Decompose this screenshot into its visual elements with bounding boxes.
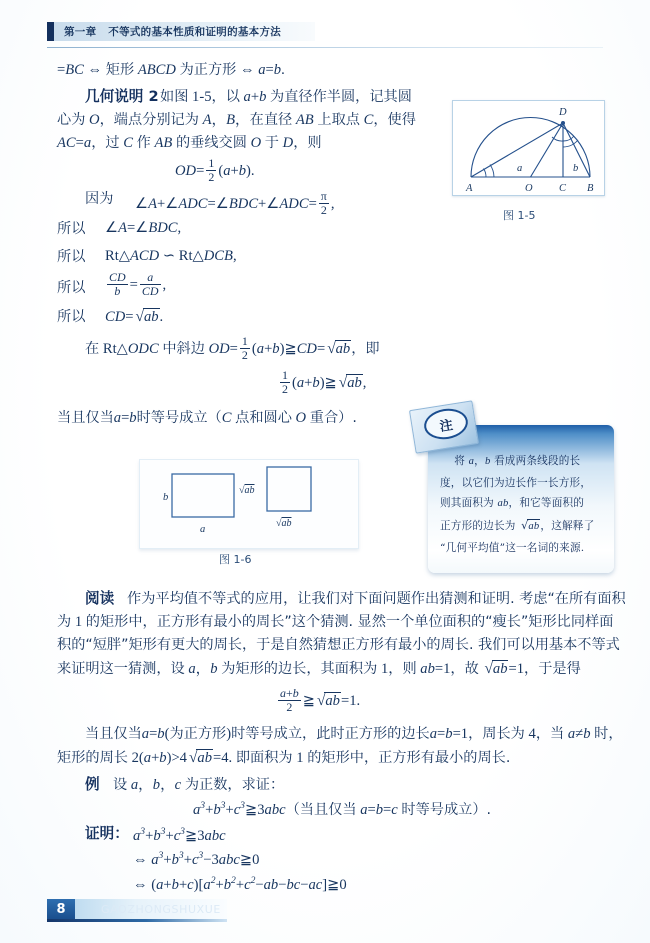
figure-1-6-label-sqrt-ab-bottom: √ab <box>276 518 292 529</box>
proof-line-0: $a^3+b^3+c^3≧3abc$ <box>133 826 226 844</box>
so-line-1: ∠A=∠BDC, <box>105 220 182 236</box>
reading-line-3: 积的“短胖”矩形有更大的周长，于是自然猜想正方形有最小的周长. 我们可以用基本不等式 <box>57 637 620 653</box>
because-equation: ∠A+∠ADC=∠BDC+∠ADC= $\frac{\pi}{2}$ , <box>135 188 335 217</box>
geo-explain-2-line3: AC=a，过 C 作 AB 的垂线交圆 O 于 D，则 <box>57 135 322 151</box>
line-continuation: =BC ⇔ 矩形 ABCD 为正方形 ⇔ a=b. <box>57 62 285 78</box>
header-accent-bar <box>47 22 54 41</box>
figure-1-5-label-a: a <box>517 163 523 174</box>
figure-1-6-drawing <box>140 460 358 548</box>
figure-1-6-caption: 图 1-6 <box>219 553 252 566</box>
so-label-2: 所以 <box>57 249 86 265</box>
page-number-box <box>47 899 75 919</box>
geo-explain-2-label: 几何说明 2 <box>85 88 159 105</box>
so-line-3: $\frac{CD}{b}$ = $\frac{a}{CD}$ , <box>109 269 167 298</box>
figure-1-5-drawing <box>453 101 604 195</box>
page-footer <box>47 899 227 921</box>
geo-explain-2-line2: 心为 O，端点分别记为 A，B，在直径 AB 上取点 C，使得 <box>57 112 416 128</box>
reading-line-4: 来证明这一猜测，设 a，b 为矩形的边长，其面积为 1，则 ab=1，故 √ab=1，于是得 <box>57 660 581 677</box>
figure-1-5-label-A: A <box>466 183 473 194</box>
figure-1-5-label-C: C <box>559 183 567 194</box>
so-line-2: Rt△ACD ∽ Rt△DCB, <box>105 248 237 264</box>
note-tab-label: 注 <box>438 417 454 435</box>
example-label: 例 <box>85 776 100 793</box>
reading-label: 阅读 <box>85 590 115 607</box>
header-rule <box>47 47 603 48</box>
proof-line-1: ⇔ $a^3+b^3+c^3-3abc≧0$ <box>133 850 260 868</box>
header-chapter-label: 第一章 不等式的基本性质和证明的基本方法 <box>64 26 282 38</box>
footer-band <box>75 899 227 919</box>
note-line-4: 正方形的边长为 √ab，这解释了 <box>440 518 595 532</box>
reading-line-5: 当且仅当a=b(为正方形)时等号成立，此时正方形的边长a=b=1，周长为 4，当 a≠b 时， <box>85 726 623 742</box>
figure-1-5-caption: 图 1-5 <box>503 209 536 222</box>
reading-line-1: 作为平均值不等式的应用，让我们对下面问题作出猜测和证明. 考虑“在所有面积 <box>127 591 626 607</box>
display-inequality: $\frac{1}{2}$ (a+b)≧ √ab, <box>282 367 367 396</box>
figure-1-6-label-b: b <box>163 492 169 503</box>
note-line-5: “几何平均值”这一名词的来源. <box>440 541 585 554</box>
figure-1-6-label-sqrt-ab-left: √ab <box>239 485 255 496</box>
so-line-4: CD= √ab. <box>105 308 164 325</box>
figure-1-5 <box>452 100 605 196</box>
rt-odc-line: 在 Rt△ODC 中斜边 OD= $\frac{1}{2}$ (a+b)≧CD= √ab，即 <box>85 333 380 362</box>
footer-watermark: GAOZHONGSHUXUE <box>101 902 221 916</box>
example-display: $a^3+b^3+c^3≧3abc$（当且仅当 a=b=c 时等号成立）. <box>193 800 492 818</box>
reading-line-2: 为 1 的矩形中，正方形有最小的周长”这个猜测. 显然一个单位面积的“瘦长”矩形比同样面 <box>57 614 614 630</box>
note-line-1: 将 a，b 看成两条线段的长 <box>440 455 581 467</box>
figure-1-5-label-D: D <box>559 107 567 118</box>
proof-label: 证明： <box>85 825 129 842</box>
footer-rule <box>47 919 227 922</box>
note-line-3: 则其面积为 ab，和它等面积的 <box>440 497 585 510</box>
header-band <box>54 22 315 41</box>
so-label-3: 所以 <box>57 280 86 296</box>
proof-line-2: ⇔ $(a+b+c)[a^2+b^2+c^2-ab-bc-ac]≧0$ <box>133 875 347 893</box>
note-text <box>440 451 604 558</box>
reading-display-equation: $\frac{a+b}{2}$ ≧ √ab=1. <box>280 685 361 714</box>
equation-od: OD= $\frac{1}{2}$ (a+b). <box>175 155 255 184</box>
example-statement: 设 a，b，c 为正数，求证： <box>113 777 285 793</box>
note-line-2: 度，以它们为边长作一长方形， <box>440 476 592 489</box>
page-number: 8 <box>56 901 66 917</box>
figure-1-5-label-B: B <box>587 183 594 194</box>
figure-1-6-label-a: a <box>200 524 206 535</box>
so-label-1: 所以 <box>57 221 86 237</box>
figure-1-5-label-b: b <box>573 163 579 174</box>
geo-explain-2-line1: 如图 1-5，以 a+b 为直径作半圆，记其圆 <box>160 89 412 105</box>
because-label: 因为 <box>85 191 114 207</box>
figure-1-6 <box>139 459 359 549</box>
so-label-4: 所以 <box>57 309 86 325</box>
figure-1-5-label-O: O <box>525 183 533 194</box>
reading-line-6: 矩形的周长 2(a+b)>4 √ab=4. 即面积为 1 的矩形中，正方形有最小的周长. <box>57 749 511 766</box>
running-header <box>47 22 315 41</box>
iff-line: 当且仅当a=b时等号成立（C 点和圆心 O 重合）. <box>57 410 357 426</box>
